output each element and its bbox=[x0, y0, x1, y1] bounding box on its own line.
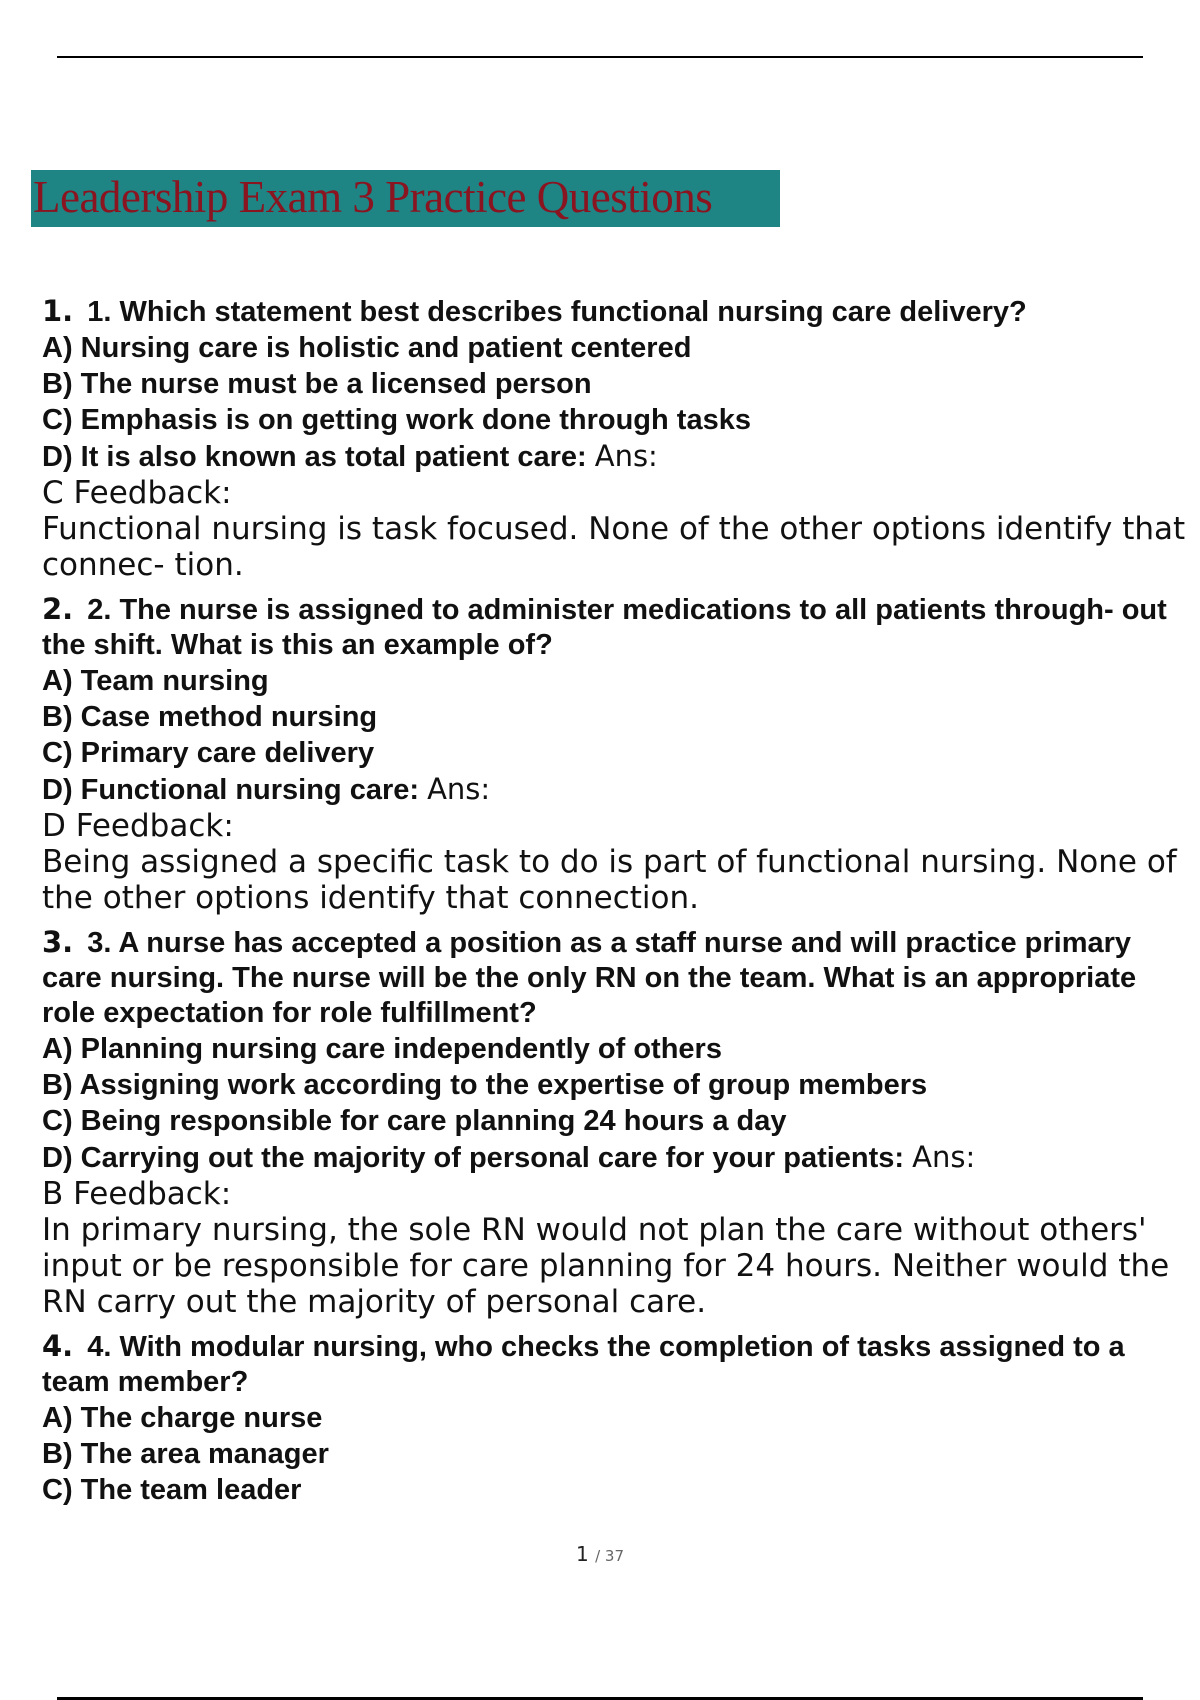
feedback-label: C Feedback: bbox=[42, 475, 232, 511]
document-title: Leadership Exam 3 Practice Questions bbox=[33, 172, 713, 222]
option-c: C) The team leader bbox=[42, 1474, 302, 1506]
feedback-text: Being assigned a specific task to do is part of functional nursing. None of the other options identify that connection. bbox=[42, 844, 1177, 916]
question-number: 2. bbox=[42, 592, 74, 626]
page-indicator bbox=[0, 1542, 1200, 1566]
question-item bbox=[42, 925, 1192, 1320]
answer-label: Ans: bbox=[912, 1140, 976, 1174]
question-stem: 1. 1. Which statement best describes functional nursing care delivery? bbox=[42, 294, 1027, 328]
header-rule bbox=[57, 56, 1143, 58]
option-a: A) Nursing care is holistic and patient centered bbox=[42, 332, 692, 364]
question-stem: 4. 4. With modular nursing, who checks the completion of tasks assigned to a team member? bbox=[42, 1329, 1125, 1398]
option-d: D) Carrying out the majority of personal care for your patients: Ans: bbox=[42, 1140, 976, 1174]
question-stem: 2. 2. The nurse is assigned to administer medications to all patients through- out the shift. What is this an example of? bbox=[42, 592, 1167, 661]
option-b: B) The area manager bbox=[42, 1438, 329, 1470]
page-total: / 37 bbox=[595, 1547, 624, 1565]
feedback-text: In primary nursing, the sole RN would not plan the care without others' input or be responsible for care planning for 24 hours. Neither would the RN carry out the majority of personal care. bbox=[42, 1212, 1170, 1320]
question-item bbox=[42, 592, 1192, 916]
question-item bbox=[42, 294, 1192, 583]
option-a: A) The charge nurse bbox=[42, 1402, 323, 1434]
feedback-label: B Feedback: bbox=[42, 1176, 232, 1212]
feedback-label: D Feedback: bbox=[42, 808, 234, 844]
option-b: B) Assigning work according to the expertise of group members bbox=[42, 1069, 928, 1101]
page-current: 1 bbox=[575, 1542, 589, 1566]
answer-label: Ans: bbox=[427, 772, 491, 806]
option-b: B) The nurse must be a licensed person bbox=[42, 368, 592, 400]
document-title-banner bbox=[31, 170, 780, 227]
option-a: A) Planning nursing care independently of others bbox=[42, 1033, 722, 1065]
option-c: C) Being responsible for care planning 24 hours a day bbox=[42, 1105, 787, 1137]
option-b: B) Case method nursing bbox=[42, 701, 378, 733]
question-number: 1. bbox=[42, 294, 74, 328]
option-a: A) Team nursing bbox=[42, 665, 269, 697]
option-c: C) Emphasis is on getting work done through tasks bbox=[42, 404, 751, 436]
question-item bbox=[42, 1329, 1192, 1508]
question-list bbox=[42, 294, 1192, 1517]
question-stem: 3. 3. A nurse has accepted a position as a staff nurse and will practice primary care nursing. The nurse will be the only RN on the team. What is an appropriate role expectation for role fulfillment? bbox=[42, 925, 1137, 1029]
option-c: C) Primary care delivery bbox=[42, 737, 375, 769]
option-d: D) Functional nursing care: Ans: bbox=[42, 772, 491, 806]
option-d: D) It is also known as total patient care: Ans: bbox=[42, 439, 658, 473]
question-number: 4. bbox=[42, 1329, 74, 1363]
feedback-text: Functional nursing is task focused. None of the other options identify that connec- tion. bbox=[42, 511, 1186, 583]
question-number: 3. bbox=[42, 925, 74, 959]
answer-label: Ans: bbox=[594, 439, 658, 473]
